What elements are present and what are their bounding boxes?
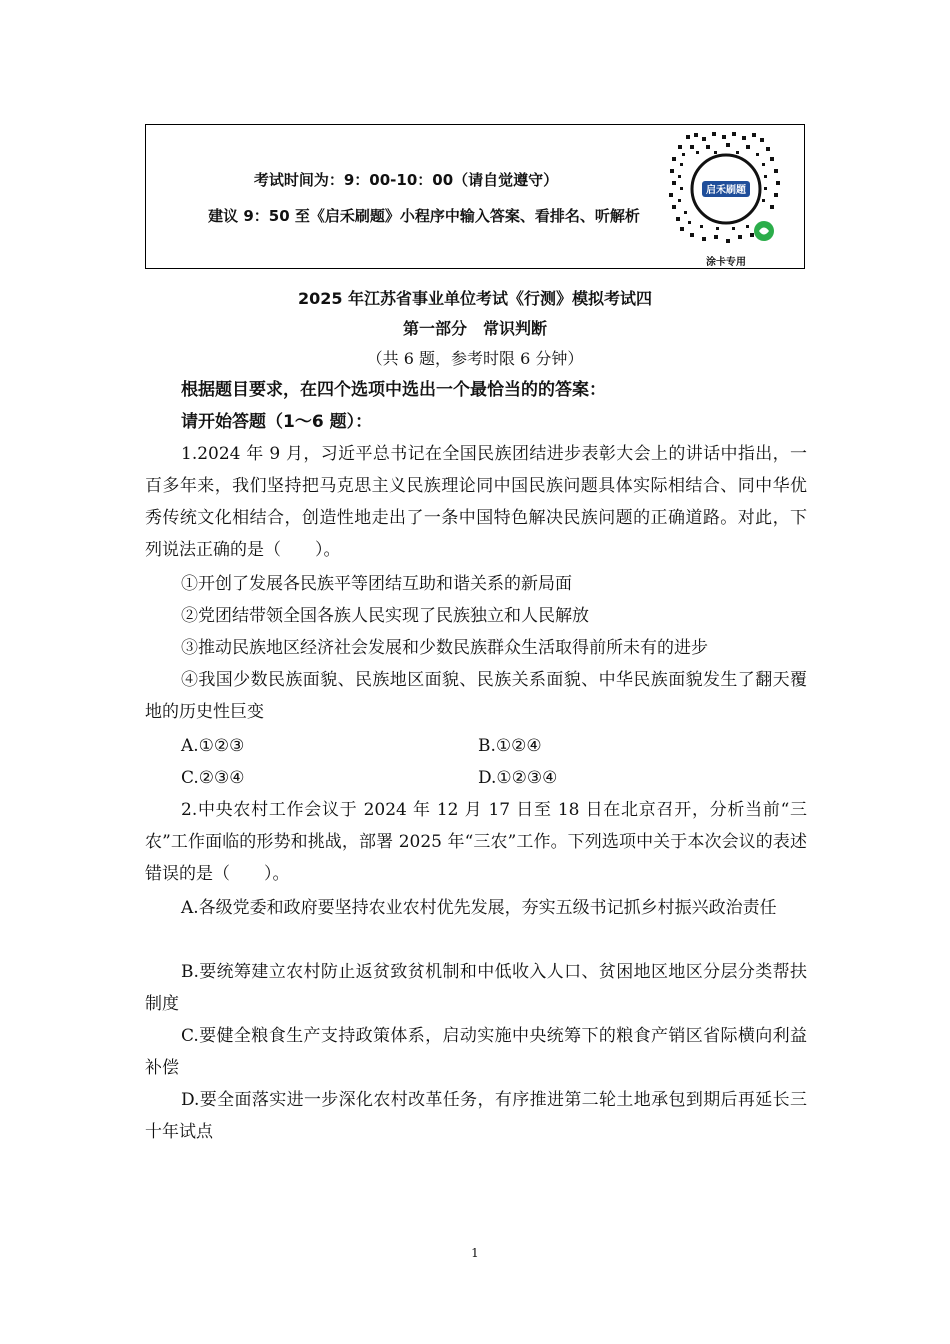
instruction-line-1: 根据题目要求，在四个选项中选出一个最恰当的的答案： (181, 380, 606, 400)
question-2-option-d[interactable]: D.要全面落实进一步深化农村改革任务，有序推进第二轮土地承包到期后再延长三十年试点 (145, 1090, 807, 1142)
mini-program-qr-code[interactable] (666, 129, 786, 268)
answer-suggestion-text: 建议 9：50 至《启禾刷题》小程序中输入答案、看排名、听解析 (208, 207, 640, 225)
question-1-option-a[interactable]: A.①②③ (181, 736, 245, 756)
question-1-item-3: ③推动民族地区经济社会发展和少数民族群众生活取得前所未有的进步 (181, 638, 708, 658)
qr-code-icon (666, 129, 786, 251)
question-1-option-d[interactable]: D.①②③④ (478, 768, 558, 788)
exam-time-text: 考试时间为：9：00-10：00（请自觉遵守） (253, 171, 559, 189)
question-1-stem: 1.2024 年 9 月，习近平总书记在全国民族团结进步表彰大会上的讲话中指出，一百多年来，我们坚持把马克思主义民族理论同中国民族问题具体实际相结合、同中华优秀传统文化相结合，创造性地走出了一条中国特色解决民族问题的正确道路。对此，下列说法正确的是（ ）。 (145, 444, 807, 560)
section-note: （共 6 题，参考时限 6 分钟） (366, 349, 584, 368)
question-1-option-c[interactable]: C.②③④ (181, 768, 245, 788)
instruction-line-2: 请开始答题（1～6 题）： (181, 412, 373, 432)
question-1-item-1: ①开创了发展各民族平等团结互助和谐关系的新局面 (181, 574, 572, 594)
question-1-item-2: ②党团结带领全国各族人民实现了民族独立和人民解放 (181, 606, 589, 626)
question-2-option-c[interactable]: C.要健全粮食生产支持政策体系，启动实施中央统筹下的粮食产销区省际横向利益补偿 (145, 1026, 807, 1078)
question-2-stem: 2.中央农村工作会议于 2024 年 12 月 17 日至 18 日在北京召开，分析当前“三农”工作面临的形势和挑战，部署 2025 年“三农”工作。下列选项中关于本次会议的表述错误的是（ ）。 (145, 800, 807, 884)
question-2-option-a[interactable]: A.各级党委和政府要坚持农业农村优先发展，夯实五级书记抓乡村振兴政治责任 (181, 898, 777, 918)
page-number: 1 (471, 1246, 479, 1260)
question-1-option-b[interactable]: B.①②④ (478, 736, 542, 756)
section-title: 第一部分 常识判断 (402, 319, 547, 338)
question-2-option-b[interactable]: B.要统筹建立农村防止返贫致贫机制和中低收入人口、贫困地区地区分层分类帮扶制度 (145, 962, 807, 1014)
question-1-item-4: ④我国少数民族面貌、民族地区面貌、民族关系面貌、中华民族面貌发生了翻天覆地的历史性巨变 (145, 670, 807, 722)
qr-logo-text: 启禾刷题 (706, 185, 746, 196)
qr-caption: 涂卡专用 (706, 257, 746, 268)
exam-notice-box (145, 124, 805, 269)
exam-title: 2025 年江苏省事业单位考试《行测》模拟考试四 (297, 289, 653, 308)
